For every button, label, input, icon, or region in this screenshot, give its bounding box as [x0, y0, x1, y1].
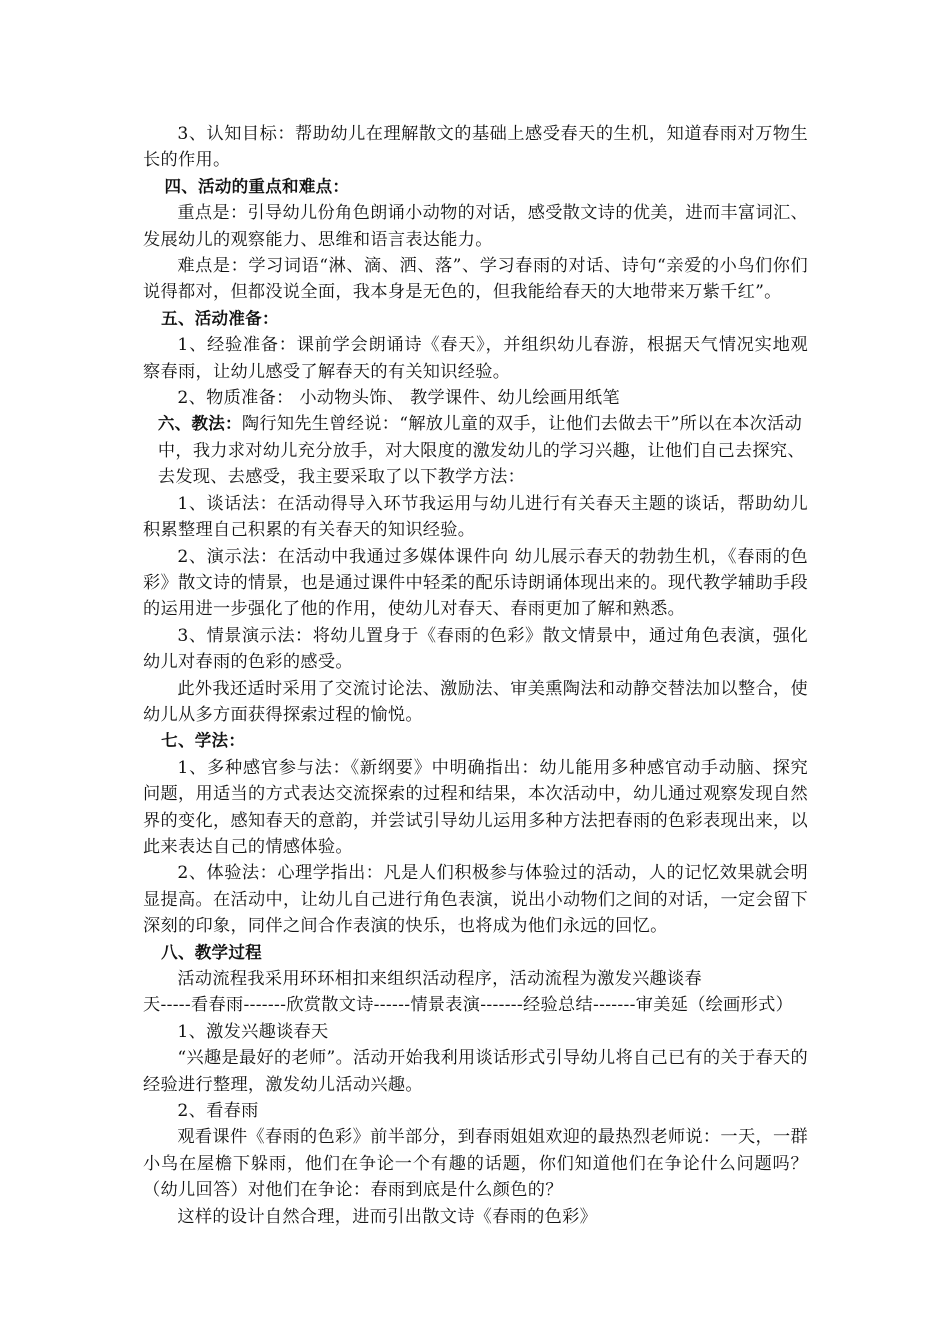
process-flow-line1: 活动流程我采用环环相扣来组织活动程序，活动流程为激发兴趣谈春 — [177, 969, 703, 989]
experience-preparation-paragraph: 1、经验准备：课前学会朗诵诗《春天》，并组织幼儿春游，根据天气情况实地观察春雨，让幼儿感受了解春天的有关知识经验。 — [143, 335, 808, 382]
scenario-method-paragraph: 3、情景演示法：将幼儿置身于《春雨的色彩》散文情景中，通过角色表演，强化幼儿对春雨的色彩的感受。 — [143, 625, 808, 673]
section-heading-teaching-methods — [143, 411, 808, 490]
document-page — [143, 121, 808, 1230]
cognitive-goal-paragraph: 3、认知目标：帮助幼儿在理解散文的基础上感受春天的生机，知道春雨对万物生长的作用。 — [143, 124, 808, 171]
demo-method-paragraph: 2、演示法：在活动中我通过多媒体课件向 幼儿展示春天的勃勃生机，《春雨的色彩》散文诗的情景，也是通过课件中轻柔的配乐诗朗诵体现出来的。现代教学辅助手段的运用进一步强化了他的作用，使幼儿对春天、春雨更加了解和熟悉。 — [143, 546, 808, 620]
step2-title: 2、看春雨 — [177, 1101, 259, 1122]
process-flow-line2: 天-----看春雨-------欣赏散文诗------情景表演-------经验总结-------审美延（绘画形式） — [143, 995, 794, 1016]
section-heading-learning-methods: 七、学法： — [161, 731, 246, 751]
talk-method-paragraph: 1、谈话法：在活动得导入环节我运用与幼儿进行有关春天主题的谈话，帮助幼儿积累整理自己积累的有关春天的知识经验。 — [143, 493, 808, 541]
multi-sense-method-paragraph: 1、多种感官参与法：《新纲要》中明确指出：幼儿能用多种感官动手动脑、探究问题，用适当的方式表达交流探索的过程和结果，本次活动中，幼儿通过观察发现自然界的变化，感知春天的意韵，并尝试引导幼儿运用多种方法把春雨的色彩表现出来，以此来表达自己的情感体验。 — [143, 757, 808, 857]
step1-title: 1、激发兴趣谈春天 — [177, 1021, 329, 1042]
section-heading-teaching-process: 八、教学过程 — [161, 942, 262, 962]
teaching-methods-title: 六、教法： — [157, 414, 242, 434]
step2-paragraph: 观看课件《春雨的色彩》前半部分，到春雨姐姐欢迎的最热烈老师说：一天，一群小鸟在屋檐下躲雨，他们在争论一个有趣的话题，你们知道他们在争论什么问题吗？（幼儿回答）对他们在争论：春雨到底是什么颜色的？ — [143, 1127, 808, 1201]
step1-paragraph: “兴趣是最好的老师”。活动开始我利用谈话形式引导幼儿将自己已有的关于春天的经验进行整理，激发幼儿活动兴趣。 — [143, 1048, 808, 1095]
section-heading-key-points: 四、活动的重点和难点： — [164, 176, 350, 196]
step2-conclusion: 这样的设计自然合理，进而引出散文诗《春雨的色彩》 — [177, 1206, 598, 1227]
difficulty-paragraph: 难点是：学习词语“淋、滴、洒、落”、学习春雨的对话、诗句“亲爱的小鸟们你们说得都对，但都没说全面，我本身是无色的，但我能给春天的大地带来万紫千红”。 — [143, 256, 808, 303]
section-heading-preparation: 五、活动准备： — [161, 308, 279, 328]
experience-method-paragraph: 2、体验法：心理学指出：凡是人们积极参与体验过的活动，人的记忆效果就会明显提高。在活动中，让幼儿自己进行角色表演，说出小动物们之间的对话，一定会留下深刻的印象，同伴之间合作表演的快乐，也将成为他们永远的回忆。 — [143, 863, 808, 937]
material-preparation-paragraph: 2、物质准备： 小动物头饰、 教学课件、幼儿绘画用纸笔 — [177, 388, 620, 409]
key-point-paragraph: 重点是：引导幼儿份角色朗诵小动物的对话，感受散文诗的优美，进而丰富词汇、发展幼儿的观察能力、思维和语言表达能力。 — [143, 203, 808, 250]
other-methods-paragraph: 此外我还适时采用了交流讨论法、激励法、审美熏陶法和动静交替法加以整合，使幼儿从多方面获得探索过程的愉悦。 — [143, 678, 808, 725]
teaching-methods-intro: 陶行知先生曾经说：“解放儿童的双手，让他们去做去干”所以在本次活动中，我力求对幼儿充分放手，对大限度的激发幼儿的学习兴趣，让他们自己去探究、去发现、去感受，我主要采取了以下教学方法： — [157, 414, 805, 488]
